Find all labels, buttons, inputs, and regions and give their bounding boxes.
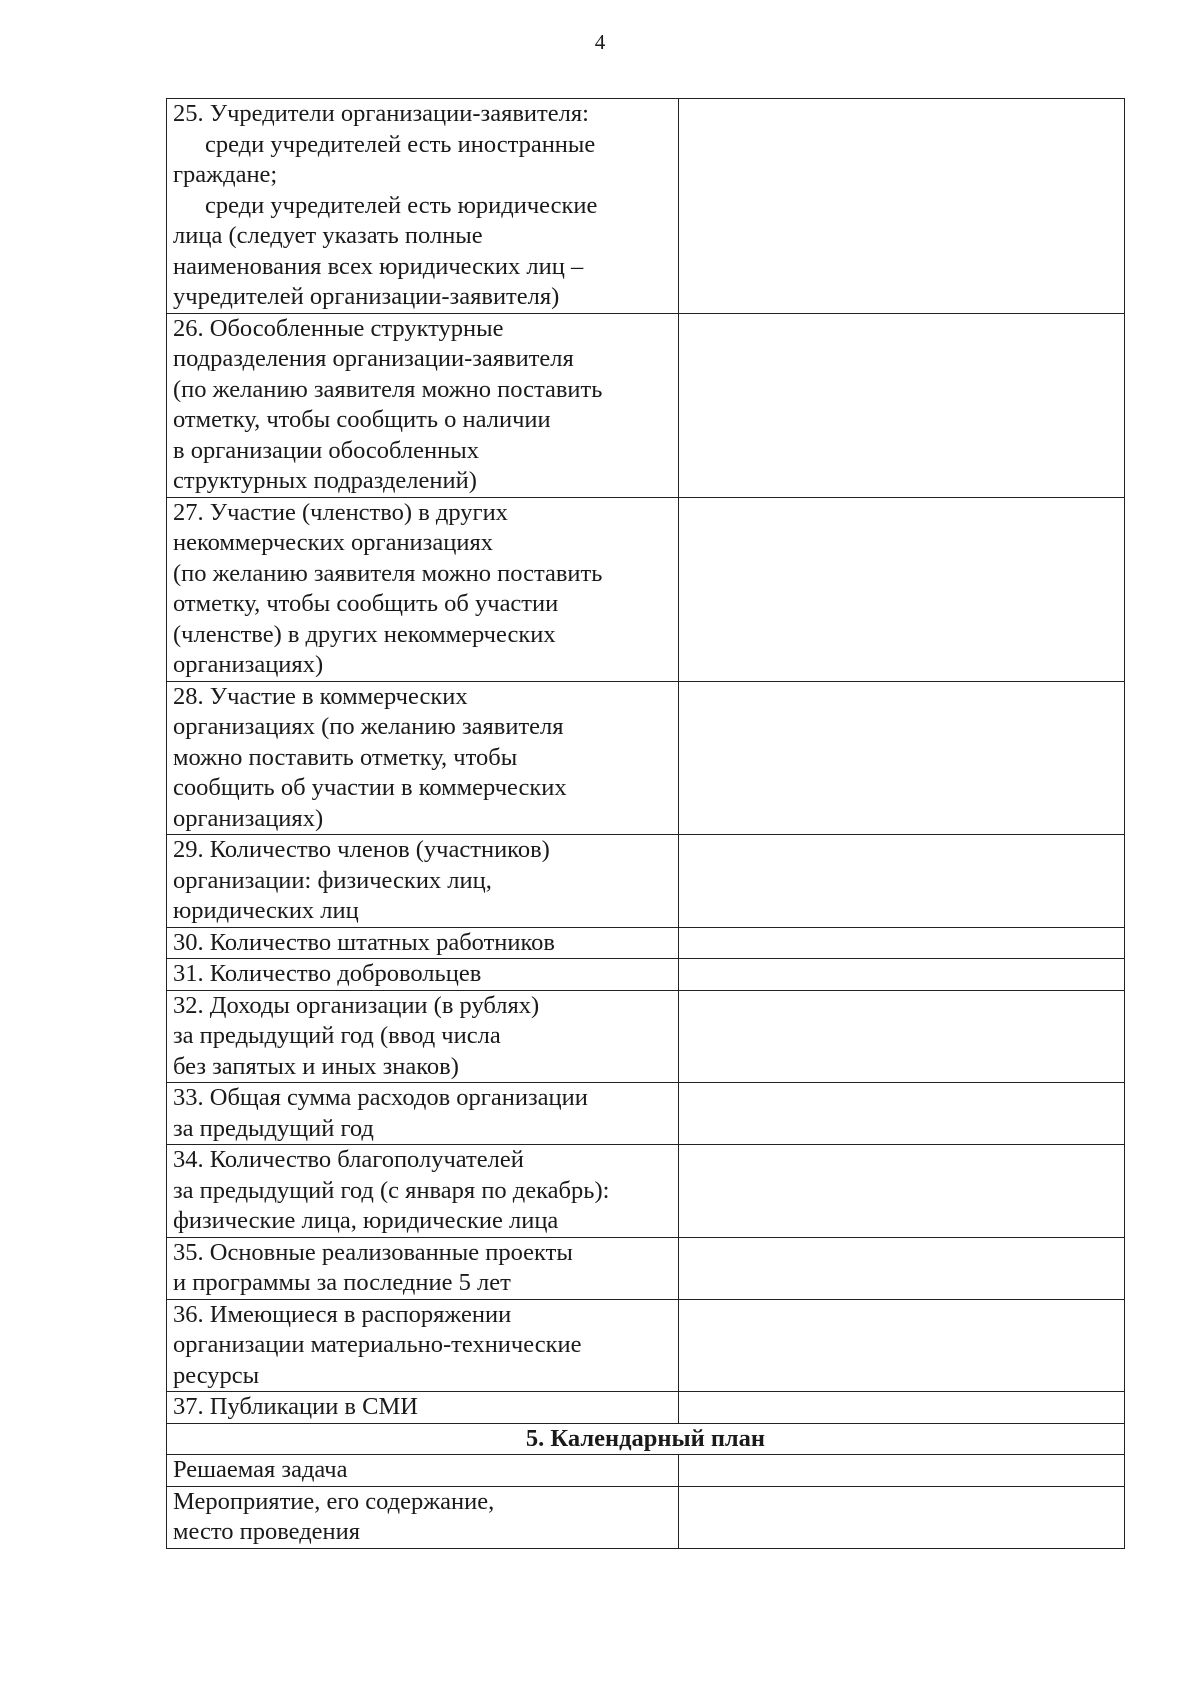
question-item-25-2: среди учредителей есть юридические лица (следует указать полные наименования всех юридических лиц – учредителей организации-заявителя): [173, 191, 598, 310]
form-row-26: [167, 313, 1125, 497]
form-row-27: [167, 497, 1125, 681]
calendar-row-task: [167, 1455, 1125, 1487]
question-text-37: 37. Публикации в СМИ: [173, 1393, 418, 1420]
question-label-29: [167, 835, 679, 928]
answer-cell-33[interactable]: [679, 1083, 1125, 1145]
question-item-25-1: среди учредителей есть иностранные граждане;: [173, 130, 596, 188]
question-text-33: 33. Общая сумма расходов организации за предыдущий год: [173, 1084, 588, 1142]
form-row-37: [167, 1392, 1125, 1424]
calendar-row-event: [167, 1486, 1125, 1548]
question-label-35: [167, 1237, 679, 1299]
question-text-36: 36. Имеющиеся в распоряжении организации материально-технические ресурсы: [173, 1300, 582, 1389]
answer-cell-31[interactable]: [679, 959, 1125, 991]
calendar-text-task: Решаемая задача: [173, 1456, 348, 1483]
form-row-34: [167, 1145, 1125, 1238]
question-text-34: 34. Количество благополучателей за предыдущий год (с января по декабрь): физические лица, юридические лица: [173, 1146, 610, 1234]
answer-cell-25[interactable]: [679, 99, 1125, 314]
answer-cell-32[interactable]: [679, 990, 1125, 1083]
answer-cell-27[interactable]: [679, 497, 1125, 681]
question-text-31: 31. Количество добровольцев: [173, 960, 482, 987]
answer-cell-36[interactable]: [679, 1299, 1125, 1392]
answer-cell-30[interactable]: [679, 927, 1125, 959]
question-text-26: 26. Обособленные структурные подразделения организации-заявителя (по желанию заявителя можно поставить отметку, чтобы сообщить о наличии в организации обособленных структурных подразделений): [173, 314, 603, 494]
section-heading-row: [167, 1423, 1125, 1455]
answer-cell-37[interactable]: [679, 1392, 1125, 1424]
question-label-33: [167, 1083, 679, 1145]
question-label-28: [167, 681, 679, 835]
calendar-answer-task[interactable]: [679, 1455, 1125, 1487]
calendar-text-event: Мероприятие, его содержание, место проведения: [173, 1487, 495, 1545]
calendar-label-event: [167, 1486, 679, 1548]
question-text-32: 32. Доходы организации (в рублях) за предыдущий год (ввод числа без запятых и иных знаков): [173, 991, 540, 1080]
form-row-31: [167, 959, 1125, 991]
answer-cell-28[interactable]: [679, 681, 1125, 835]
question-label-26: [167, 313, 679, 497]
answer-cell-29[interactable]: [679, 835, 1125, 928]
question-text-28: 28. Участие в коммерческих организациях (по желанию заявителя можно поставить отметку, чтобы сообщить об участии в коммерческих организациях): [173, 682, 567, 832]
form-row-28: [167, 681, 1125, 835]
question-label-30: [167, 927, 679, 959]
calendar-plan-heading: 5. Календарный план: [167, 1423, 1125, 1455]
application-form-table: [166, 98, 1125, 1549]
question-lead-25: 25. Учредители организации-заявителя:: [173, 100, 589, 127]
form-row-29: [167, 835, 1125, 928]
answer-cell-26[interactable]: [679, 313, 1125, 497]
form-row-33: [167, 1083, 1125, 1145]
calendar-answer-event[interactable]: [679, 1486, 1125, 1548]
answer-cell-35[interactable]: [679, 1237, 1125, 1299]
question-text-30: 30. Количество штатных работников: [173, 928, 555, 956]
question-text-27: 27. Участие (членство) в других некоммерческих организациях (по желанию заявителя можно поставить отметку, чтобы сообщить об участии (членстве) в других некоммерческих организациях): [173, 498, 603, 678]
form-row-32: [167, 990, 1125, 1083]
question-label-32: [167, 990, 679, 1083]
form-row-35: [167, 1237, 1125, 1299]
question-label-25: [167, 99, 679, 314]
form-row-25: [167, 99, 1125, 314]
question-label-31: [167, 959, 679, 991]
question-label-36: [167, 1299, 679, 1392]
question-text-29: 29. Количество членов (участников) организации: физических лиц, юридических лиц: [173, 836, 550, 924]
answer-cell-34[interactable]: [679, 1145, 1125, 1238]
question-label-37: [167, 1392, 679, 1424]
question-label-27: [167, 497, 679, 681]
question-text-35: 35. Основные реализованные проекты и программы за последние 5 лет: [173, 1238, 573, 1296]
page-number: 4: [594, 30, 606, 54]
form-row-30: [167, 927, 1125, 959]
question-label-34: [167, 1145, 679, 1238]
form-row-36: [167, 1299, 1125, 1392]
calendar-label-task: [167, 1455, 679, 1487]
